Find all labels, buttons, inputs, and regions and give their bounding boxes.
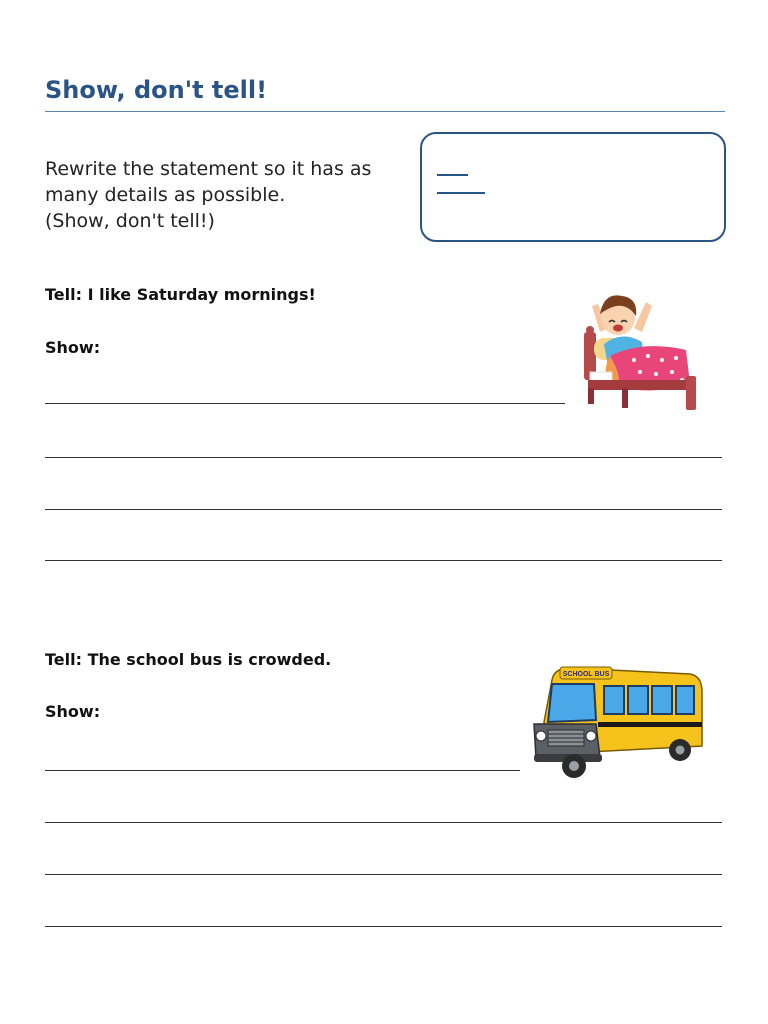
writing-line[interactable] bbox=[45, 457, 722, 458]
instruction-line: Rewrite the statement so it has as bbox=[45, 158, 372, 180]
instruction-line: many details as possible. bbox=[45, 184, 286, 206]
writing-line[interactable] bbox=[45, 874, 722, 875]
writing-line[interactable] bbox=[45, 509, 722, 510]
name-box-dash bbox=[437, 192, 485, 194]
show-label-2: Show: bbox=[45, 702, 101, 721]
school-bus-icon bbox=[530, 662, 706, 780]
show-label-1: Show: bbox=[45, 338, 101, 357]
tell-statement-2: Tell: The school bus is crowded. bbox=[45, 650, 332, 669]
instruction-line: (Show, don't tell!) bbox=[45, 210, 215, 232]
tell-statement-1: Tell: I like Saturday mornings! bbox=[45, 285, 316, 304]
writing-line[interactable] bbox=[45, 403, 565, 404]
instructions bbox=[45, 156, 371, 234]
writing-line[interactable] bbox=[45, 560, 722, 561]
writing-line[interactable] bbox=[45, 822, 722, 823]
writing-line[interactable] bbox=[45, 770, 520, 771]
name-box[interactable] bbox=[420, 132, 726, 242]
title-divider bbox=[45, 111, 725, 112]
name-box-dash bbox=[437, 174, 468, 176]
boy-waking-up-in-bed-icon bbox=[582, 280, 704, 412]
bus-sign-text: SCHOOL BUS bbox=[562, 671, 610, 678]
writing-line[interactable] bbox=[45, 926, 722, 927]
worksheet-title: Show, don't tell! bbox=[45, 76, 268, 104]
